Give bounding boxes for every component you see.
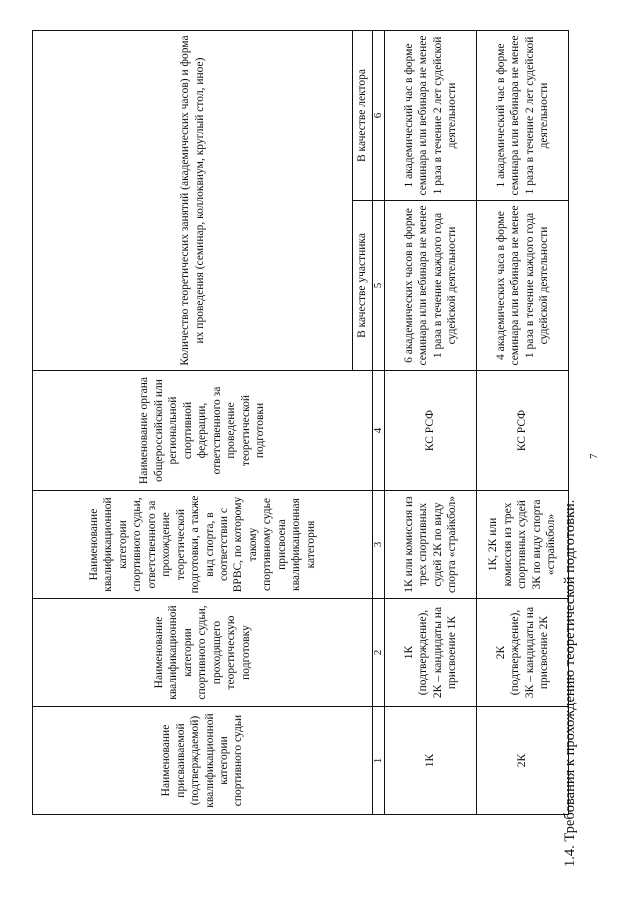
responsible-judge-cell: 1К или комиссия из трех спортивных судей 2К по виду спорта «страйкбол» [385,491,477,599]
trainee-category-cell: 2К (подтверждение), 3К – кандидаты на присвоение 2К [477,599,569,707]
column-number: 1 [373,707,385,815]
table-header-row [33,30,353,814]
participant-hours-cell: 6 академических часов в форме семинара или вебинара не менее 1 раза в течение каждого года судейской деятельности [385,201,477,371]
header-cell-2: Наименование квалификационной категории спортивного судьи, проходящего теоретическую подготовку [33,599,373,707]
column-number: 5 [373,201,385,371]
column-number: 4 [373,371,385,491]
header-cell-6: В качестве лектора [353,30,373,200]
header-cell-5: В качестве участника [353,201,373,371]
header-cell-1: Наименование присваиваемой (подтверждаемой) квалификационной категории спортивного судьи [33,707,373,815]
column-number: 6 [373,30,385,200]
responsible-judge-cell: 1К, 2К или комиссия из трех спортивных судей 3К по виду спорта «страйкбол» [477,491,569,599]
lecturer-hours-cell: 1 академический час в форме семинара или вебинара не менее 1 раза в течение 2 лет судейской деятельности [477,30,569,200]
header-cell-5-6: Количество теоретических занятий (академических часов) и форма их проведения (семинар, коллоквиум, круглый стол, иное) [33,30,353,370]
category-cell: 1К [385,707,477,815]
table-row [385,30,477,814]
table-row [477,30,569,814]
column-number: 2 [373,599,385,707]
column-number: 3 [373,491,385,599]
section-title: 1.4. Требования к прохождению теоретической подготовки. [562,499,578,867]
category-cell: 2К [477,707,569,815]
column-number-row [373,30,385,814]
participant-hours-cell: 4 академических часа в форме семинара или вебинара не менее 1 раза в течение каждого года судейской деятельности [477,201,569,371]
lecturer-hours-cell: 1 академический час в форме семинара или вебинара не менее 1 раза в течение 2 лет судейской деятельности [385,30,477,200]
trainee-category-cell: 1К (подтверждение), 2К – кандидаты на присвоение 1К [385,599,477,707]
federation-body-cell: КС РСФ [477,371,569,491]
header-cell-4: Наименование органа общероссийской или региональной спортивной федерации, ответственного за проведение теоретической подготовки [33,371,373,491]
requirements-table [32,30,569,815]
page-number: 7 [588,453,600,459]
federation-body-cell: КС РСФ [385,371,477,491]
header-cell-3: Наименование квалификационной категории спортивного судьи, ответственного за прохождение теоретической подготовки, а также вид спорта, в соответствии с ВРВС, по которому такому спортивному судье присвоена квалификационная категория [33,491,373,599]
